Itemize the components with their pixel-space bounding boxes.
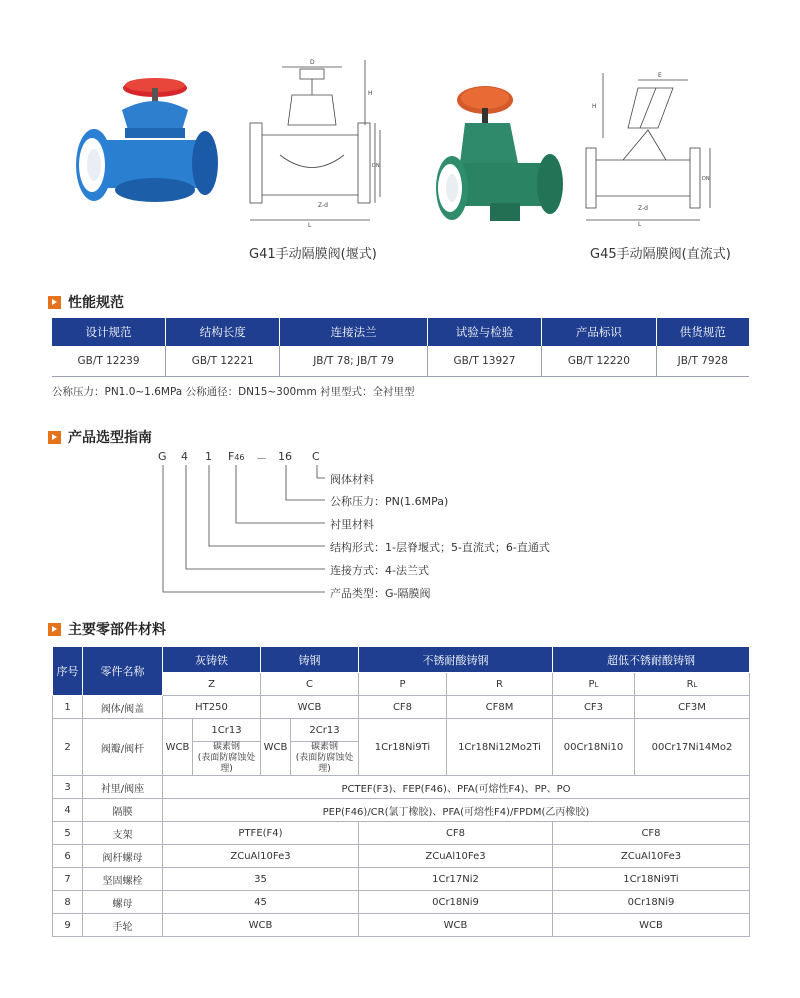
arrow-icon (48, 623, 61, 636)
row-no: 2 (53, 719, 83, 776)
row-no: 1 (53, 696, 83, 719)
table-row (53, 696, 750, 719)
table-cell: CF8 (553, 822, 750, 845)
header-cell: 结构长度 (166, 318, 280, 346)
code-c: C (312, 450, 320, 463)
table-row (53, 891, 750, 914)
table-cell: 35 (163, 868, 359, 891)
g45-caption: G45手动隔膜阀(直流式) (590, 247, 731, 262)
table-cell: CF8M (447, 696, 553, 719)
row-part: 阀体/阀盖 (83, 696, 163, 719)
table-cell: 2Cr13 (291, 719, 359, 742)
table-cell: 1Cr18Ni12Mo2Ti (447, 719, 553, 776)
table-cell: 1Cr18Ni9Ti (359, 719, 447, 776)
row-no: 5 (53, 822, 83, 845)
row-part: 阀瓣/阀杆 (83, 719, 163, 776)
table-cell: GB/T 12221 (166, 346, 280, 377)
svg-text:H: H (592, 103, 597, 110)
row-part: 隔膜 (83, 799, 163, 822)
table-cell: ZCuAl10Fe3 (163, 845, 359, 868)
table-row (53, 776, 750, 799)
row-no: 6 (53, 845, 83, 868)
row-no: 4 (53, 799, 83, 822)
arrow-icon (48, 296, 61, 309)
row-part: 螺母 (83, 891, 163, 914)
table-cell: 0Cr18Ni9 (553, 891, 750, 914)
header-ultra-low: 超低不锈耐酸铸钢 (553, 647, 750, 673)
row-no: 7 (53, 868, 83, 891)
table-row (53, 868, 750, 891)
svg-text:DN: DN (372, 163, 380, 169)
label-nominal-pressure: 公称压力：PN(1.6MPa) (330, 495, 449, 508)
table-row (53, 822, 750, 845)
svg-text:D: D (310, 59, 315, 66)
header-part: 零件名称 (83, 647, 163, 696)
header-cell: 设计规范 (52, 318, 166, 346)
table-cell: GB/T 12239 (52, 346, 166, 377)
spec-note: 公称压力：PN1.0~1.6MPa 公称通径：DN15~300mm 衬里型式：全衬里型 (52, 386, 415, 398)
table-cell: CF8 (359, 822, 553, 845)
svg-text:E: E (658, 72, 662, 79)
header-stainless: 不锈耐酸铸钢 (359, 647, 553, 673)
table-cell: CF3 (553, 696, 635, 719)
table-cell: WCB (359, 914, 553, 937)
row-part: 手轮 (83, 914, 163, 937)
g41-dimension-drawing (240, 55, 385, 230)
table-cell: WCB (163, 914, 359, 937)
table-cell: PTFE(F4) (163, 822, 359, 845)
header-grey-iron: 灰铸铁 (163, 647, 261, 673)
row-no: 3 (53, 776, 83, 799)
label-product-type: 产品类型：G-隔膜阀 (330, 587, 431, 600)
table-cell: 0Cr18Ni9 (359, 891, 553, 914)
svg-text:DN: DN (702, 176, 710, 182)
table-row (53, 845, 750, 868)
code-c: C (261, 673, 359, 696)
table-cell: 00Cr18Ni10 (553, 719, 635, 776)
svg-text:H: H (368, 90, 373, 97)
table-cell: WCB (163, 719, 193, 776)
table-cell: GB/T 12220 (542, 346, 656, 377)
table-cell: 1Cr17Ni2 (359, 868, 553, 891)
table-cell: WCB (261, 696, 359, 719)
row-no: 9 (53, 914, 83, 937)
row-part: 阀杆螺母 (83, 845, 163, 868)
table-cell: JB/T 7928 (656, 346, 749, 377)
table-cell: GB/T 13927 (427, 346, 541, 377)
code-g: G (158, 450, 167, 463)
table-cell: CF8 (359, 696, 447, 719)
arrow-icon (48, 431, 61, 444)
table-cell: 45 (163, 891, 359, 914)
label-lining-material: 衬里材料 (330, 518, 374, 531)
table-header-row (52, 318, 749, 346)
row-part: 坚固螺栓 (83, 868, 163, 891)
g41-valve-photo (70, 70, 220, 215)
code-rl: RL (635, 673, 750, 696)
g45-valve-photo (430, 78, 570, 228)
table-cell: ZCuAl10Fe3 (359, 845, 553, 868)
table-cell: ZCuAl10Fe3 (553, 845, 750, 868)
table-row (53, 719, 750, 742)
section-performance-title: 性能规范 (48, 292, 124, 312)
label-body-material: 阀体材料 (330, 473, 374, 486)
label-structure: 结构形式：1-层脊堰式；5-直流式；6-直通式 (330, 541, 550, 554)
header-cell: 试验与检验 (427, 318, 541, 346)
table-cell: WCB (261, 719, 291, 776)
header-cell: 连接法兰 (280, 318, 427, 346)
table-cell: 1Cr13 (193, 719, 261, 742)
table-cell: WCB (553, 914, 750, 937)
table-header-row (53, 647, 750, 673)
table-row (53, 799, 750, 822)
model-code-diagram (150, 448, 570, 608)
svg-text:L: L (638, 221, 642, 228)
header-cell: 供货规范 (656, 318, 749, 346)
code-16: 16 (278, 450, 292, 463)
svg-text:Z-d: Z-d (318, 202, 328, 209)
table-cell: 00Cr17Ni14Mo2 (635, 719, 750, 776)
table-cell: JB/T 78; JB/T 79 (280, 346, 427, 377)
performance-spec-table (52, 318, 749, 377)
header-cell: 产品标识 (542, 318, 656, 346)
header-no: 序号 (53, 647, 83, 696)
section-selection-title: 产品选型指南 (48, 427, 152, 447)
code-1: 1 (205, 450, 212, 463)
row-no: 8 (53, 891, 83, 914)
svg-text:Z-d: Z-d (638, 205, 648, 212)
code-p: P (359, 673, 447, 696)
code-pl: PL (553, 673, 635, 696)
code-z: Z (163, 673, 261, 696)
code-r: R (447, 673, 553, 696)
table-cell: 碳素钢 (表面防腐蚀处理) (291, 742, 359, 776)
table-cell: 碳素钢 (表面防腐蚀处理) (193, 742, 261, 776)
row-part: 衬里/阀座 (83, 776, 163, 799)
svg-text:L: L (308, 222, 312, 229)
table-row (52, 346, 749, 377)
g41-caption: G41手动隔膜阀(堰式) (249, 247, 377, 262)
code-4: 4 (181, 450, 188, 463)
row-part: 支架 (83, 822, 163, 845)
table-cell: PEP(F46)/CR(氯丁橡胶)、PFA(可熔性F4)/FPDM(乙丙橡胶) (163, 799, 750, 822)
label-connection: 连接方式：4-法兰式 (330, 564, 429, 577)
code-f: F46 (228, 450, 245, 463)
table-cell: CF3M (635, 696, 750, 719)
code-dash: － (256, 452, 267, 465)
table-row (53, 914, 750, 937)
section-materials-title: 主要零部件材料 (48, 619, 166, 639)
g45-dimension-drawing (578, 68, 728, 228)
materials-table (52, 646, 750, 937)
table-cell: HT250 (163, 696, 261, 719)
table-cell: 1Cr18Ni9Ti (553, 868, 750, 891)
header-cast-steel: 铸钢 (261, 647, 359, 673)
table-cell: PCTEF(F3)、FEP(F46)、PFA(可熔性F4)、PP、PO (163, 776, 750, 799)
